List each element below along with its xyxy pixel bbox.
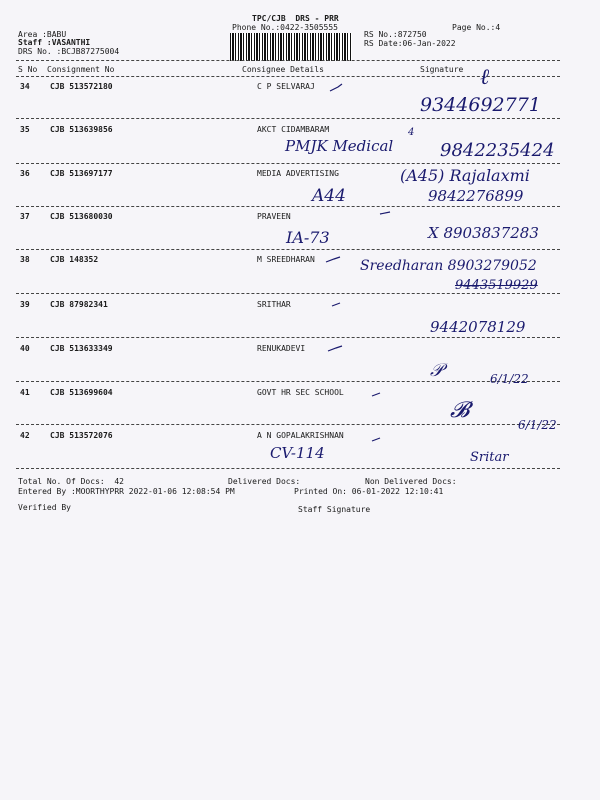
tick-mark [326,257,340,262]
delivered-docs: Delivered Docs: [228,477,301,486]
row-sno: 34 [20,82,30,91]
row-consignment: CJB 513633349 [50,344,113,353]
row-consignee: SRITHAR [257,300,291,309]
handwritten-phone: 9442078129 [430,318,526,336]
area-label: Area :BABU [18,30,67,39]
rs-number: RS No.:872750 [364,30,427,39]
row-sno: 38 [20,255,30,264]
handwritten-signature-scribble: 𝓑 [450,398,470,423]
staff-label: Staff :VASANTHI [18,38,91,47]
handwritten-signature: (A45) Rajalaxmi [400,166,530,185]
row-consignee: AKCT CIDAMBARAM [257,125,330,134]
tick-mark [380,212,390,214]
handwritten-signature-scribble: 𝒫 [430,360,443,381]
row-sno: 35 [20,125,30,134]
column-header-signature: Signature [420,65,464,74]
total-docs: Total No. Of Docs: 42 [18,477,124,486]
row-sno: 37 [20,212,30,221]
row-consignment: CJB 513572180 [50,82,113,91]
tick-mark [372,393,380,396]
printed-on: Printed On: 06-01-2022 12:10:41 [294,487,444,496]
row-consignee: GOVT HR SEC SCHOOL [257,388,344,397]
handwritten-phone: 9344692771 [420,94,541,116]
column-header-sno: S No [18,65,38,74]
row-consignment: CJB 513699604 [50,388,113,397]
row-consignee: MEDIA ADVERTISING [257,169,339,178]
tick-mark [328,346,342,351]
row-consignment: CJB 148352 [50,255,99,264]
rs-date: RS Date:06-Jan-2022 [364,39,456,48]
handwritten-signature: Sreedharan 8903279052 [360,258,537,274]
row-consignment: CJB 513639856 [50,125,113,134]
row-consignee: RENUKADEVI [257,344,306,353]
handwritten-note: PMJK Medical [285,137,394,155]
row-consignee: C P SELVARAJ [257,82,315,91]
handwritten-phone: 9842235424 [440,140,555,161]
row-consignee: A N GOPALAKRISHNAN [257,431,344,440]
row-consignment: CJB 513680030 [50,212,113,221]
handwritten-signature: Sritar [470,450,509,465]
row-consignment: CJB 87982341 [50,300,108,309]
staff-signature: Staff Signature [298,505,371,514]
tick-mark [372,438,380,441]
entered-by: Entered By :MOORTHYPRR 2022-01-06 12:08:54 PM [18,487,235,496]
drs-number: DRS No. :BCJB87275004 [18,47,120,56]
row-sno: 41 [20,388,30,397]
handwritten-note: IA-73 [286,228,330,247]
handwritten-note: A44 [312,186,346,206]
row-sno: 42 [20,431,30,440]
row-consignment: CJB 513572076 [50,431,113,440]
handwritten-mark: 4 [408,127,415,138]
handwritten-phone: 9443519929 [455,278,538,293]
tick-mark [330,84,342,91]
row-sno: 39 [20,300,30,309]
tick-mark [332,303,340,306]
phone-number: Phone No.:0422-3505555 [232,23,338,32]
row-sno: 36 [20,169,30,178]
row-consignee: PRAVEEN [257,212,291,221]
handwritten-date: 6/1/22 [490,372,529,386]
handwritten-date: 6/1/22 [518,418,557,432]
handwritten-phone: X 8903837283 [428,224,539,242]
column-header-consignee: Consignee Details [242,65,324,74]
handwritten-note: CV-114 [270,444,325,462]
verified-by: Verified By [18,503,71,512]
non-delivered-docs: Non Delivered Docs: [365,477,457,486]
row-consignee: M SREEDHARAN [257,255,315,264]
column-header-consignment: Consignment No [47,65,115,74]
page-number: Page No.:4 [452,23,501,32]
handwritten-phone: 9842276899 [428,187,524,205]
signature-scribble: ℓ [480,65,490,90]
row-consignment: CJB 513697177 [50,169,113,178]
row-sno: 40 [20,344,30,353]
document-title: TPC/CJB DRS - PRR [252,14,339,23]
